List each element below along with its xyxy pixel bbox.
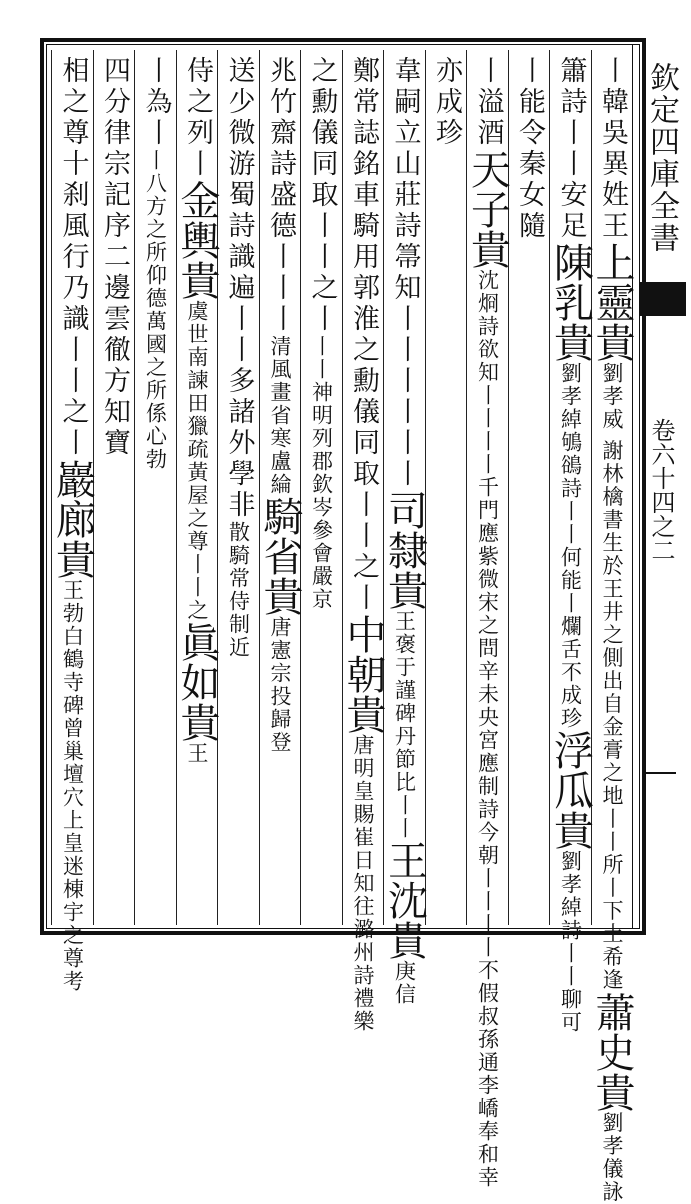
entry-heading: 金輿貴 <box>174 180 220 300</box>
text-column <box>93 50 135 925</box>
annotation-text: 勃 <box>143 448 168 471</box>
column-text <box>218 56 260 922</box>
annotation-text: 沈烱詩欲知丨丨丨丨千門應紫微宋之問辛未央宮應制詩今朝丨丨丨丨不假叔孫通李嶠奉和幸 <box>475 269 500 1189</box>
text-column <box>547 50 594 1034</box>
text-column <box>49 50 96 993</box>
entry-heading: 浮瓜貴 <box>547 730 594 850</box>
entry-heading: 王沈貴 <box>381 840 428 960</box>
entry-heading: 巖廊貴 <box>49 459 96 579</box>
text-column <box>259 50 301 925</box>
main-text: 侍之列丨 <box>182 56 213 180</box>
column-text <box>94 56 136 922</box>
column-text <box>547 56 594 1034</box>
column-text <box>509 56 551 922</box>
fish-tail-mark <box>640 282 686 316</box>
column-text <box>589 56 635 1204</box>
entry-heading: 中朝貴 <box>340 614 386 734</box>
entry-heading: 陳乳貴 <box>547 242 594 362</box>
annotation-text: 丨八方之所仰德萬國之所係心 <box>143 149 168 448</box>
annotation-text: 唐憲宗投歸登 <box>268 616 292 754</box>
column-text <box>135 56 177 922</box>
column-text <box>257 56 303 922</box>
main-text: 兆竹齋詩盛德丨丨丨 <box>265 56 296 335</box>
main-text: 亦成珍 <box>431 56 462 149</box>
text-column <box>340 50 386 1033</box>
column-text <box>381 56 428 1006</box>
text-column <box>425 50 467 925</box>
entry-heading: 眞如貴 <box>174 622 220 742</box>
text-column <box>134 50 176 925</box>
entry-heading: 騎省貴 <box>257 496 303 616</box>
main-text: 丨能令秦女隨 <box>514 56 545 242</box>
column-text <box>301 56 343 922</box>
annotation-text: 虞世南諫田獵疏黃屋之尊丨丨之 <box>185 300 209 622</box>
annotation-text: 王勃白鶴寺碑曾巢壇穴上皇迷棟宇之尊考 <box>60 579 85 993</box>
main-text: 相之尊十刹風行乃識丨丨之丨 <box>57 56 89 459</box>
entry-heading: 蕭史貴 <box>589 991 635 1112</box>
main-text: 簫詩丨丨安足 <box>555 56 587 242</box>
column-text <box>426 56 468 922</box>
annotation-text: 劉孝綽詩丨丨聊可 <box>558 850 583 1034</box>
annotation-text: 散騎常侍制近 <box>226 521 251 659</box>
annotation-text: 清風畫省寒盧綸 <box>268 335 292 496</box>
main-text: 鄭常誌銘車騎用郭淮之勳儀同取丨丨之丨 <box>348 56 379 614</box>
annotation-text: 庚信 <box>392 960 417 1006</box>
entry-heading: 司隸貴 <box>381 490 428 610</box>
main-text: 送少微游蜀詩識遍丨丨多諸外學非 <box>223 56 255 521</box>
main-text: 丨韓吳異姓王 <box>597 56 628 242</box>
main-text: 韋嗣立山莊詩箒知丨丨丨丨丨丨 <box>389 56 421 490</box>
margin-tick <box>646 772 676 774</box>
margin-strip <box>632 44 641 929</box>
annotation-text: 劉孝儀詠 <box>600 1111 624 1204</box>
book-title: 欽定四庫全書 <box>644 62 679 254</box>
text-column <box>300 50 342 925</box>
text-column <box>464 50 511 1189</box>
annotation-text: 劉孝綽鴝鵒詩丨丨何能丨爛舌不成珍 <box>558 362 583 730</box>
annotation-text: 唐明皇賜崔日知往潞州詩禮樂 <box>351 734 375 1033</box>
volume-label: 卷六十四之二 <box>647 418 675 562</box>
column-text <box>340 56 386 1033</box>
annotation-text: 丨丨神明列郡欽岑參會嚴京 <box>309 335 334 611</box>
entry-heading: 天子貴 <box>464 149 511 269</box>
text-column <box>508 50 550 925</box>
text-column <box>589 50 635 1204</box>
main-text: 之勳儀同取丨丨之丨 <box>306 56 338 335</box>
annotation-text: 劉孝威 謝林檎書生於王井之側出自金膏之地丨丨所丨下土希逢 <box>600 362 624 992</box>
text-column <box>176 50 218 925</box>
main-text: 四分律宗記序二邊雲徹方知寶 <box>99 56 130 459</box>
column-text <box>174 56 220 922</box>
annotation-text: 王 <box>185 742 209 765</box>
annotation-text: 王褒于謹碑丹節比丨丨 <box>392 610 417 840</box>
column-text <box>464 56 511 1189</box>
main-text: 丨為丨 <box>140 56 172 149</box>
text-column <box>381 50 428 1006</box>
entry-heading: 上靈貴 <box>589 242 635 362</box>
main-text: 丨溢酒 <box>472 56 504 149</box>
text-column <box>217 50 259 925</box>
column-text <box>49 56 96 993</box>
